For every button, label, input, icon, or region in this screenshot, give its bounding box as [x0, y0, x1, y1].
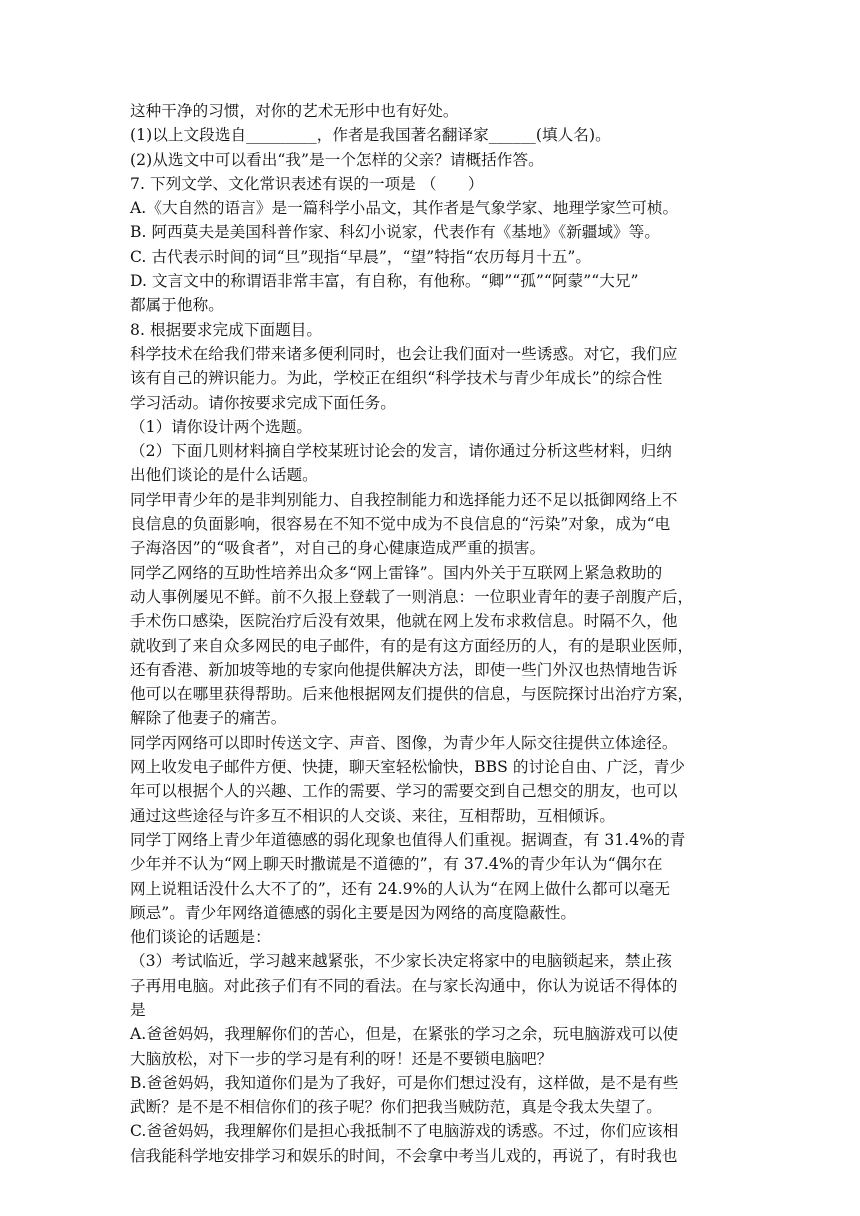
- text-line: 网上说粗话没什么大不了的”，还有 24.9%的人认为“在网上做什么都可以毫无: [130, 879, 671, 898]
- text-line: A.《大自然的语言》是一篇科学小品文，其作者是气象学家、地理学家竺可桢。: [130, 199, 679, 218]
- text-line: D. 文言文中的称谓语非常丰富，有自称，有他称。“卿”“孤”“阿蒙”“大兄”: [130, 272, 639, 291]
- text-line: (2)从选文中可以看出“我”是一个怎样的父亲？请概括作答。: [130, 150, 544, 169]
- text-line: 大脑放松，对下一步的学习是有利的呀！还是不要锁电脑吧？: [130, 1049, 553, 1068]
- text-line: 良信息的负面影响，很容易在不知不觉中成为不良信息的“污染”对象，成为“电: [130, 515, 671, 534]
- text-line: 同学甲青少年的是非判别能力、自我控制能力和选择能力还不足以抵御网络上不: [130, 490, 678, 509]
- text-line: 网上收发电子邮件方便、快捷，聊天室轻松愉快，BBS 的讨论自由、广泛，青少: [130, 758, 686, 777]
- text-line: （1）请你设计两个选题。: [130, 417, 313, 436]
- text-line: 顾忌”。青少年网络道德感的弱化主要是因为网络的高度隐蔽性。: [130, 903, 577, 922]
- text-line: 科学技术在给我们带来诸多便利同时，也会让我们面对一些诱惑。对它，我们应: [130, 344, 678, 363]
- text-line: 出他们谈论的是什么话题。: [130, 466, 318, 485]
- text-line: 解除了他妻子的痛苦。: [130, 709, 287, 728]
- text-line: 8. 根据要求完成下面题目。: [130, 320, 323, 339]
- text-line: B.爸爸妈妈，我知道你们是为了我好，可是你们想过没有，这样做，是不是有些: [130, 1073, 679, 1092]
- text-line: （2）下面几则材料摘自学校某班讨论会的发言，请你通过分析这些材料，归纳: [130, 442, 672, 461]
- text-line: 他们谈论的话题是：: [130, 928, 271, 947]
- text-line: 这种干净的习惯，对你的艺术无形中也有好处。: [130, 102, 459, 120]
- text-line: (1)以上文段选自_________，作者是我国著名翻译家______(填人名)。: [130, 126, 611, 145]
- text-line: 都属于他称。: [130, 296, 224, 315]
- text-line: 年可以根据个人的兴趣、工作的需要、学习的需要交到自己想交的朋友，也可以: [130, 782, 678, 801]
- text-line: 子再用电脑。对此孩子们有不同的看法。在与家长沟通中，你认为说话不得体的: [130, 976, 678, 995]
- text-line: 信我能科学地安排学习和娱乐的时间，不会拿中考当儿戏的，再说了，有时我也: [130, 1146, 678, 1165]
- text-line: 手术伤口感染，医院治疗后没有效果，他就在网上发布求救信息。时隔不久，他: [130, 612, 678, 631]
- text-line: （3）考试临近，学习越来越紧张，不少家长决定将家中的电脑锁起来，禁止孩: [130, 952, 672, 971]
- text-line: B. 阿西莫夫是美国科普作家、科幻小说家，代表作有《基地》《新疆域》等。: [130, 223, 660, 242]
- text-line: 武断？是不是不相信你们的孩子呢？你们把我当贼防范，真是令我太失望了。: [130, 1098, 662, 1117]
- text-line: 通过这些途径与许多互不相识的人交谈、来往，互相帮助，互相倾诉。: [130, 806, 615, 825]
- text-line: 7. 下列文学、文化常识表述有误的一项是 （ ）: [130, 174, 484, 193]
- text-line: 是: [130, 1000, 146, 1019]
- text-line: C. 古代表示时间的词“旦”现指“早晨”，“望”特指“农历每月十五”。: [130, 247, 592, 266]
- text-line: 学习活动。请你按要求完成下面任务。: [130, 393, 396, 412]
- text-line: 同学丙网络可以即时传送文字、声音、图像，为青少年人际交往提供立体途径。: [130, 733, 678, 752]
- text-line: 动人事例屡见不鲜。前不久报上登载了一则消息：一位职业青年的妻子剖腹产后，: [130, 587, 694, 606]
- text-line: 同学丁网络上青少年道德感的弱化现象也值得人们重视。据调查，有 31.4%的青: [130, 830, 686, 849]
- text-line: 还有香港、新加坡等地的专家向他提供解决方法，即使一些门外汉也热情地告诉: [130, 660, 678, 679]
- document-page: [130, 99, 740, 1168]
- text-line: 少年并不认为“网上聊天时撒谎是不道德的”，有 37.4%的青少年认为“偶尔在: [130, 855, 663, 874]
- text-line: C.爸爸妈妈，我理解你们是担心我抵制不了电脑游戏的诱惑。不过，你们应该相: [130, 1122, 679, 1141]
- text-line: 就收到了来自众多网民的电子邮件，有的是有这方面经历的人，有的是职业医师，: [130, 636, 694, 655]
- text-line: 他可以在哪里获得帮助。后来他根据网友们提供的信息，与医院探讨出治疗方案，: [130, 685, 694, 704]
- text-line: 该有自己的辨识能力。为此，学校正在组织“科学技术与青少年成长”的综合性: [130, 369, 663, 388]
- text-line: 子海洛因”的“吸食者”，对自己的身心健康造成严重的损害。: [130, 539, 546, 558]
- text-line: A.爸爸妈妈，我理解你们的苦心，但是，在紧张的学习之余，玩电脑游戏可以使: [130, 1025, 679, 1044]
- text-line: 同学乙网络的互助性培养出众多“网上雷锋”。国内外关于互联网上紧急救助的: [130, 563, 663, 582]
